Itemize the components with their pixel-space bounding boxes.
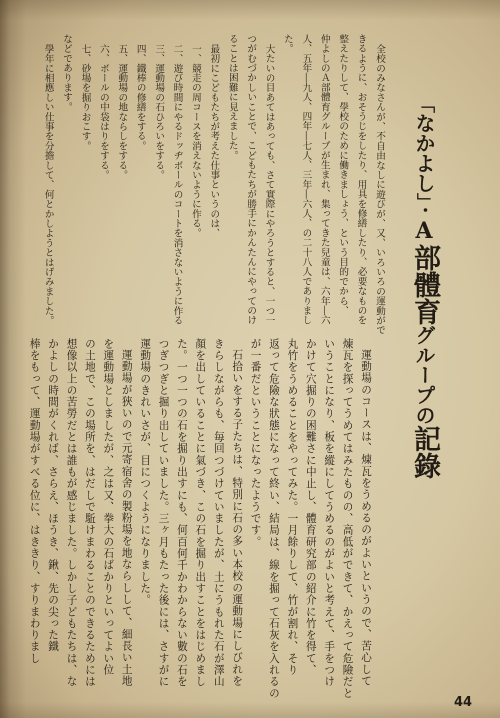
task-list-item: 二、遊び時間にやるドッヂボールのコートを消さないように作る bbox=[171, 43, 183, 325]
task-list-item: 三、運動場の石ひろいをする。 bbox=[153, 43, 165, 180]
lower-text-column: つぎつぎと掘り出していました。三ヶ月もたった後には、さすがに bbox=[157, 338, 170, 688]
lower-text-column: 想像以上の苦勞だとは誰もが感じました。しかし子どもたちは、な bbox=[65, 338, 78, 688]
title-open-bracket: 「 bbox=[414, 95, 435, 113]
upper-text-column: ることは困難に見えました。 bbox=[226, 34, 238, 161]
upper-text-column: た。 bbox=[281, 34, 293, 54]
upper-text-block bbox=[38, 34, 388, 336]
upper-text-column: 整えたりして、學校のために働きましょう、という目的でから、 bbox=[337, 34, 349, 316]
upper-text-column: 仲よしのＡ部體育グループが生まれ、集ってきた兒童は、六年―六 bbox=[318, 34, 330, 325]
title-letter-a: A bbox=[411, 218, 437, 244]
title-nakayoshi: なかよし bbox=[412, 113, 436, 193]
title-bu-taiiku: 部體育 bbox=[409, 244, 440, 325]
lower-text-column: 運動場のコースは、煉瓦をうめるのがよいというので、苦心して bbox=[360, 348, 372, 687]
upper-text-column: 學年に相應しい仕事を分擔して、何とかしようとはげみました。 bbox=[42, 43, 54, 325]
lower-text-column: 丸竹をうめることをやってみた。一月餘りして、竹が割れ、そり bbox=[286, 338, 299, 676]
lower-text-column: かけて穴掘りの困難さに中止し、體育研究部の紹介に竹を得て、 bbox=[304, 338, 317, 676]
lower-text-column: 返って危險な狀態になって終い、結局は、線を掘って石灰を入れるの bbox=[267, 338, 280, 700]
lower-text-block bbox=[25, 338, 375, 700]
lower-text-column: が一番だということになったようです。 bbox=[249, 338, 262, 548]
title-group: グループの bbox=[412, 325, 436, 425]
task-list-item: 一、競走の周コースを消えないように作る。 bbox=[189, 43, 201, 238]
upper-text-column: つがむづかしいことで、こどもたちが勝手にかんたんにやってのけ bbox=[245, 34, 257, 325]
task-list-item: 四、鐵棒の修繕をする。 bbox=[134, 43, 146, 151]
lower-text-column: た。一つ一つの石を掘り出すにも、何百何千かわからない數の石を bbox=[175, 338, 188, 688]
upper-text-column: きるように、おそうじをしたり、用具を修繕したり、必要なものを bbox=[355, 34, 367, 325]
task-list-item: 七、砂場を掘りおこす。 bbox=[79, 43, 91, 151]
lower-text-column: いうことになり、板を縱にしてうめるのがよいと考えて、手をつけ bbox=[323, 338, 336, 688]
task-list-item: 五、運動場の地ならしをする。 bbox=[116, 43, 128, 180]
lower-text-column: 顏を出していることに氣づき、この石を掘り出すことをはじめまし bbox=[194, 338, 207, 688]
lower-text-column: を運動場としましたが、之は又、拳大の石ばかりといってよい位 bbox=[102, 338, 115, 676]
lower-text-column: 煉瓦を探ってうめてはみたものの、高低ができて、かえって危險だと bbox=[341, 338, 354, 700]
title-separator: ・ bbox=[415, 202, 434, 218]
upper-text-column: 全校のみなさんが、不自由なしに遊びが、又、いろいろの運動がで bbox=[374, 43, 385, 335]
lower-text-column: かよしの時間がくれば、さらえ、ほうき、鍬、先の尖った鐵 bbox=[47, 338, 60, 653]
title-kiroku: 記錄 bbox=[409, 425, 440, 479]
upper-text-column: 人、五年―九人、四年―七人、三年―六人、の二十八人でありまし bbox=[300, 34, 312, 325]
upper-text-column: 大たいの目あてはあっても、さて實際にやろうとすると、一つ一 bbox=[263, 43, 275, 325]
lower-text-column: きらしながらも、毎回つづけていましたが、土にうもれた石が澤山 bbox=[212, 338, 225, 688]
lower-text-column: 運動場が狹いので元寄宿舍の製粉場を地ならしして、細長い土地 bbox=[120, 348, 133, 687]
lower-text-column: 石拾いをする子たちは、特別に石の多い本校の運動場にしびれを bbox=[231, 348, 244, 687]
task-list-item: 六、ボールの中袋はりをする。 bbox=[97, 43, 109, 180]
upper-text-column: などであります。 bbox=[61, 34, 73, 112]
lower-text-column: の土地で、この場所を、はだしで駈けまわることのできるためには bbox=[83, 338, 96, 688]
title-close-bracket: 」 bbox=[414, 193, 435, 202]
upper-text-column: 最初にこどもたちが考えた仕事というのは、 bbox=[208, 43, 220, 238]
page-number: 44 bbox=[454, 695, 473, 710]
lower-text-column: 棒をもって、運動場がすべる位に、はききり、すりまわりまし bbox=[28, 338, 41, 665]
lower-text-column: 運動場のきれいさが、目につくようになりました。 bbox=[139, 338, 152, 606]
article-title bbox=[407, 95, 441, 490]
